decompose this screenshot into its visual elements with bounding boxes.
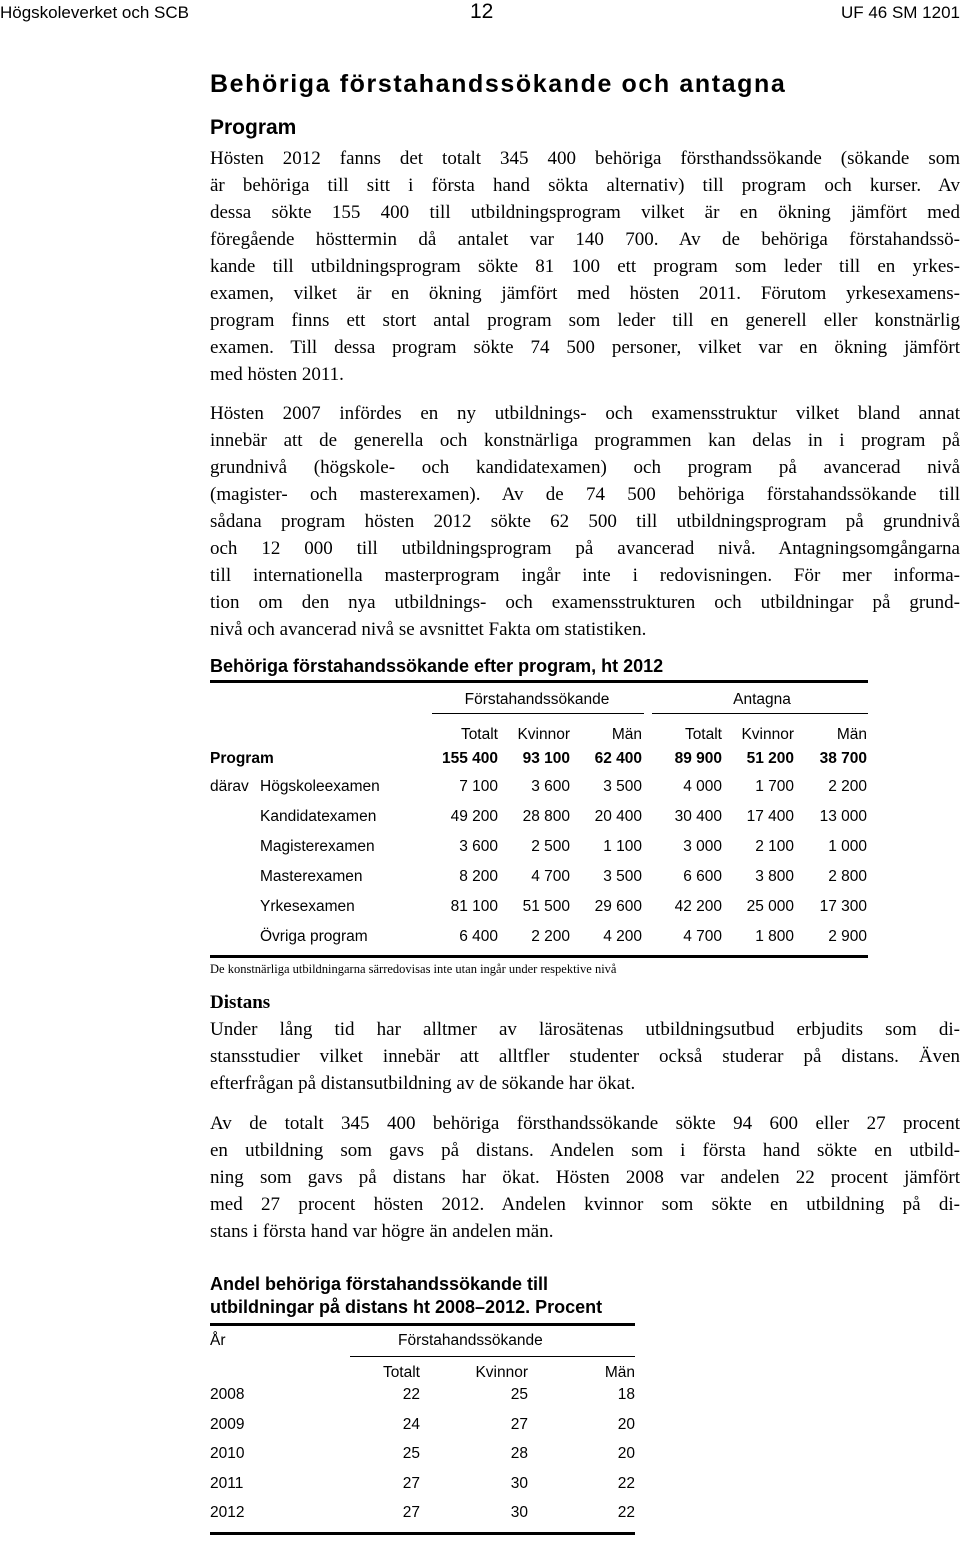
table2-column-header: Kvinnor <box>475 1364 528 1381</box>
table-row <box>210 808 870 838</box>
table1-cell: 2 100 <box>755 838 794 855</box>
paragraph-line: program finns ett stort antal program som leder till en generell eller konstnärlig <box>210 310 960 331</box>
paragraph-line: är behöriga till sitt i första hand sökta alternativ) till program och kurser. Av <box>210 175 960 196</box>
table1-cell: 4 700 <box>683 928 722 945</box>
table1-group-rule <box>652 713 868 714</box>
paragraph-line: ning som gavs på distans har ökat. Hösten 2008 var andelen 22 procent jämfört <box>210 1167 960 1188</box>
table2-cell: 25 <box>510 1386 528 1403</box>
table1-cell: 2 800 <box>828 868 867 885</box>
table1-group-rule <box>432 713 644 714</box>
table1-cell: 4 200 <box>603 928 642 945</box>
table1-cell: 13 000 <box>819 808 867 825</box>
table1-cell: 51 200 <box>746 750 794 767</box>
paragraph-program-intro <box>210 145 960 388</box>
table1-column-header: Män <box>836 726 867 743</box>
table2-top-rule <box>210 1323 635 1326</box>
table1-cell: 25 000 <box>746 898 794 915</box>
paragraph-line: examen. Till dessa program sökte 74 500 personer, vilket var en ökning jämfört <box>210 337 960 358</box>
paragraph-line: Hösten 2012 fanns det totalt 345 400 behöriga försthandssökande (sökande som <box>210 148 960 169</box>
table2-cell: 28 <box>510 1445 528 1462</box>
table1-cell: 17 300 <box>819 898 867 915</box>
table-row <box>210 898 870 928</box>
table2-group-rule <box>350 1356 635 1357</box>
table2-cell: 27 <box>402 1474 420 1492</box>
table2-cell: 25 <box>402 1445 420 1462</box>
table-row <box>210 1504 640 1534</box>
paragraph-line: med 27 procent hösten 2012. Andelen kvinnor som sökte en utbildning på di- <box>210 1194 960 1215</box>
table1-column-header: Totalt <box>460 726 498 743</box>
paragraph-line: föregående hösttermin då antalet var 140 700. Av de behöriga förstahandssö- <box>210 229 960 250</box>
table1-bottom-rule <box>210 955 868 958</box>
running-header-left: Högskoleverket och SCB <box>0 3 189 22</box>
table-row <box>210 1445 640 1475</box>
paragraph-line: Hösten 2007 infördes en ny utbildnings- och examensstruktur vilket bland annat <box>210 403 960 424</box>
paragraph-line: stansstudier vilket innebär att alltfler studenter också studerar på distans. Även <box>210 1046 960 1067</box>
table1-cell: 93 100 <box>522 750 570 767</box>
paragraph-line: dessa sökte 155 400 till utbildningsprogram vilket är en ökning jämfört med <box>210 202 960 223</box>
page-title: Behöriga förstahandssökande och antagna <box>210 70 787 98</box>
table-row <box>210 1386 640 1416</box>
table2-column-header: Män <box>604 1364 635 1381</box>
table1-row-label: Magisterexamen <box>260 838 375 855</box>
table1-row-label: Masterexamen <box>260 868 363 885</box>
table2-year: 2011 <box>210 1474 244 1492</box>
table2-title-line: utbildningar på distans ht 2008–2012. Procent <box>210 1297 603 1317</box>
paragraph-line: kande till utbildningsprogram sökte 81 100 ett program som leder till en yrkes- <box>210 256 960 277</box>
table1-cell: 1 700 <box>755 778 794 795</box>
paragraph-line: tion om den nya utbildnings- och examensstrukturen och utbildningar på grund- <box>210 592 960 613</box>
table-row <box>210 838 870 868</box>
table2-bottom-rule <box>210 1532 635 1535</box>
table-row <box>210 750 870 778</box>
table2 <box>210 1330 640 1534</box>
table1-cell: 38 700 <box>819 750 867 767</box>
table2-group-header: Förstahandssökande <box>398 1332 543 1349</box>
page-number: 12 <box>470 0 494 23</box>
table1-cell: 51 500 <box>522 898 570 915</box>
table1-row-label: Övriga program <box>260 928 368 945</box>
paragraph-line: nivå och avancerad nivå se avsnittet Fakta om statistiken. <box>210 619 647 640</box>
table1-column-header: Män <box>611 726 642 743</box>
table2-title-line: Andel behöriga förstahandssökande till <box>210 1274 549 1294</box>
table1-cell: 1 800 <box>755 928 794 945</box>
table1-cell: 81 100 <box>450 898 498 915</box>
table1-cell: 30 400 <box>674 808 722 825</box>
table1-cell: 6 600 <box>683 868 722 885</box>
table1-cell: 3 600 <box>531 778 570 795</box>
table1-cell: 49 200 <box>450 808 498 825</box>
table2-column-header-row <box>210 1364 640 1386</box>
table1-row-label: Yrkesexamen <box>260 898 355 915</box>
table2-cell: 22 <box>617 1474 635 1492</box>
paragraph-line: och 12 000 till utbildningsprogram på avancerad nivå. Antagningsomgångarna <box>210 538 960 559</box>
table-row <box>210 1416 640 1446</box>
paragraph-line: en utbildning som gavs på distans. Andelen som i första hand sökte en utbild- <box>210 1140 960 1161</box>
table1-row-prefix: Program <box>210 750 274 767</box>
table-row <box>210 868 870 898</box>
table-row <box>210 1475 640 1505</box>
table1-title: Behöriga förstahandssökande efter program, ht 2012 <box>210 656 664 676</box>
paragraph-distans-intro <box>210 1016 960 1097</box>
paragraph-line: sådana program hösten 2012 sökte 62 500 till utbildningsprogram på grundnivå <box>210 511 960 532</box>
table1-cell: 1 100 <box>603 838 642 855</box>
table1-cell: 17 400 <box>746 808 794 825</box>
table2-year: 2010 <box>210 1445 245 1462</box>
table1-group-header: Antagna <box>733 691 791 708</box>
table2-cell: 27 <box>402 1504 420 1521</box>
table1-cell: 29 600 <box>594 898 642 915</box>
table1 <box>210 686 870 958</box>
table2-column-header: Totalt <box>382 1364 420 1381</box>
table1-column-header: Kvinnor <box>741 726 794 743</box>
table1-cell: 2 900 <box>828 928 867 945</box>
table1-column-header: Kvinnor <box>517 726 570 743</box>
paragraph-line: med hösten 2011. <box>210 364 344 385</box>
table1-row-label: Kandidatexamen <box>260 808 377 825</box>
table1-group-header-row <box>210 686 870 726</box>
table-row <box>210 928 870 958</box>
table2-cell: 22 <box>617 1504 635 1521</box>
running-header-right: UF 46 SM 1201 <box>840 3 960 22</box>
table2-cell: 22 <box>402 1386 420 1403</box>
table2-cell: 20 <box>617 1415 635 1433</box>
section-heading-distans: Distans <box>210 992 271 1013</box>
table1-cell: 2 200 <box>828 778 867 795</box>
table1-cell: 3 500 <box>603 778 642 795</box>
table2-cell: 27 <box>510 1415 528 1433</box>
paragraph-line: till internationella masterprogram ingår inte i redovisningen. För mer informa- <box>210 565 960 586</box>
table1-cell: 7 100 <box>459 778 498 795</box>
table1-cell: 4 000 <box>683 778 722 795</box>
paragraph-structure <box>210 400 960 643</box>
table1-cell: 2 200 <box>531 928 570 945</box>
paragraph-line: efterfrågan på distansutbildning av de sökande har ökat. <box>210 1073 636 1094</box>
table1-cell: 4 700 <box>531 868 570 885</box>
paragraph-line: Av de totalt 345 400 behöriga försthandssökande sökte 94 600 eller 27 procent <box>210 1113 960 1134</box>
table1-cell: 1 000 <box>828 838 867 855</box>
table1-cell: 89 900 <box>674 750 722 767</box>
paragraph-line: stans i första hand var högre än andelen män. <box>210 1221 554 1242</box>
table1-cell: 6 400 <box>459 928 498 945</box>
table2-cell: 30 <box>510 1474 528 1492</box>
paragraph-distans-share <box>210 1110 960 1245</box>
paragraph-line: innebär att de generella och konstnärliga programmen kan delas in i program på <box>210 430 960 451</box>
table1-row-label: Högskoleexamen <box>260 778 380 795</box>
table1-column-header: Totalt <box>684 726 722 743</box>
table1-cell: 42 200 <box>674 898 722 915</box>
table1-cell: 3 500 <box>603 868 642 885</box>
paragraph-line: Under lång tid har alltmer av lärosätenas utbildningsutbud erbjudits som di- <box>210 1019 960 1040</box>
table1-cell: 3 000 <box>683 838 722 855</box>
table1-cell: 28 800 <box>522 808 570 825</box>
table2-cell: 24 <box>402 1415 420 1433</box>
table1-top-rule <box>210 680 868 683</box>
table1-cell: 2 500 <box>531 838 570 855</box>
table2-title <box>210 1273 710 1319</box>
table2-year: 2008 <box>210 1386 245 1403</box>
paragraph-line: (magister- och masterexamen). Av de 74 500 behöriga förstahandssökande till <box>210 484 960 505</box>
table1-cell: 3 800 <box>755 868 794 885</box>
table2-year: 2009 <box>210 1415 245 1433</box>
table2-year: 2012 <box>210 1504 245 1521</box>
table1-cell: 20 400 <box>594 808 642 825</box>
table2-header-row <box>210 1330 640 1364</box>
table2-cell: 30 <box>510 1504 528 1521</box>
table2-cell: 18 <box>617 1386 635 1403</box>
table1-cell: 8 200 <box>459 868 498 885</box>
table2-year-header: År <box>210 1332 226 1349</box>
table1-cell: 3 600 <box>459 838 498 855</box>
table1-cell: 155 400 <box>441 750 498 767</box>
table1-cell: 62 400 <box>594 750 642 767</box>
table1-group-header: Förstahandssökande <box>464 691 610 708</box>
paragraph-line: grundnivå (högskole- och kandidatexamen) och program på avancerad nivå <box>210 457 960 478</box>
paragraph-line: examen, vilket är en ökning jämfört med hösten 2011. Förutom yrkesexamens- <box>210 283 960 304</box>
table1-row-prefix: därav <box>210 778 249 795</box>
table1-note: De konstnärliga utbildningarna särredovisas inte utan ingår under respektive nivå <box>210 962 617 976</box>
table1-column-header-row <box>210 726 870 750</box>
table2-cell: 20 <box>617 1445 635 1462</box>
table-row <box>210 778 870 808</box>
section-heading-program: Program <box>210 116 297 139</box>
